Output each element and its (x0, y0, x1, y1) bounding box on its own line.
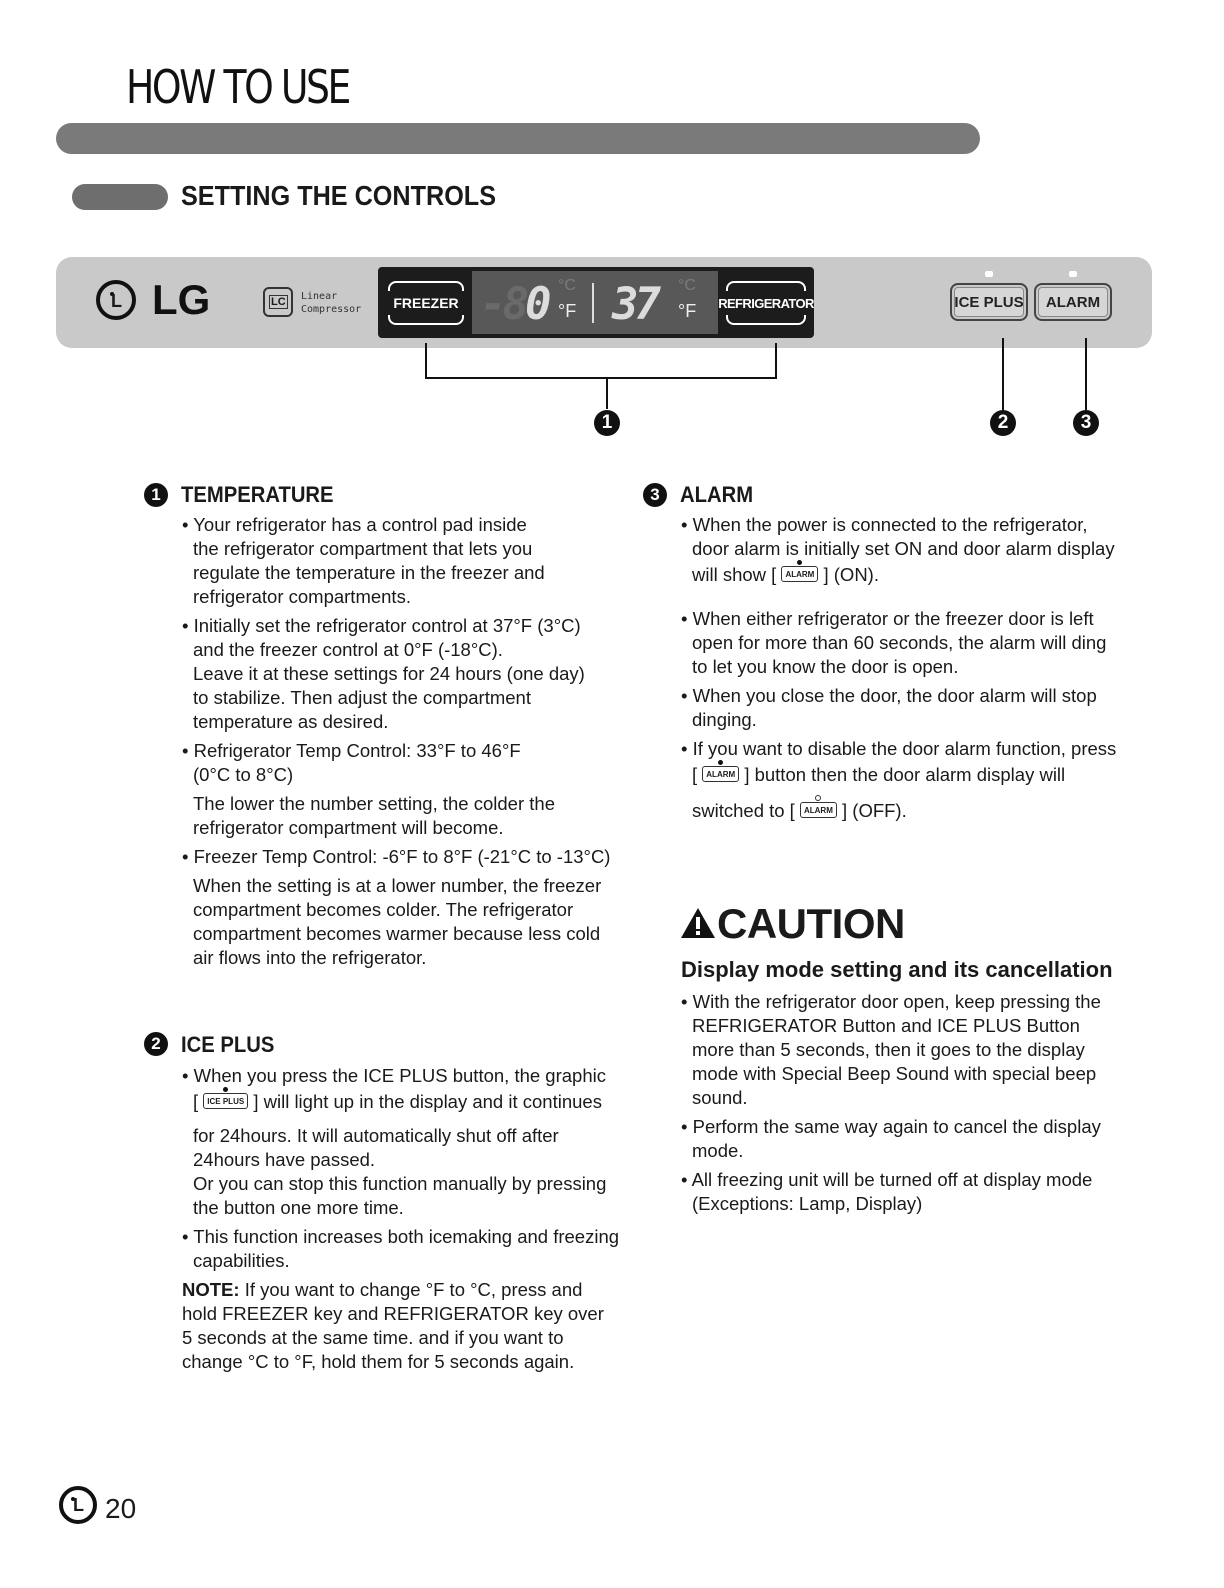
ice-plus-indicator (985, 271, 993, 277)
note-label: NOTE: (182, 1279, 240, 1300)
caution-text: • With the refrigerator door open, keep pressing the REFRIGERATOR Button and ICE PLUS Button more than 5 seconds, then it goes to the display mode with Special Beep Sound with special beep sound. • Perform the same way again to cancel the display mode. • All freezing unit will be turned off at display mode (Exceptions: Lamp, Display) (681, 991, 1101, 1214)
linear-compressor-label: Linear Compressor (301, 291, 362, 315)
temperature-display (378, 267, 814, 338)
caution-subtitle: Display mode setting and its cancellation (681, 957, 1113, 982)
freezer-unit: °F (558, 301, 577, 321)
alarm-indicator (1069, 271, 1077, 277)
alarm-heading: ALARM (680, 482, 754, 507)
callout-line (425, 343, 427, 379)
callout-3: 3 (1073, 410, 1099, 436)
lcd-screen: -80 °C °F 37 °C °F (472, 271, 718, 334)
refrigerator-unit: °F (678, 301, 697, 321)
callout-line (425, 377, 777, 379)
freezer-temp-readout: -80 (480, 279, 548, 330)
callout-2: 2 (990, 410, 1016, 436)
alarm-off-icon: ALARM (800, 802, 837, 818)
callout-line (606, 377, 608, 409)
ice-plus-icon: ICE PLUS (203, 1093, 248, 1109)
refrigerator-temp-readout: 37 (612, 279, 657, 330)
section-number-2: 2 (144, 1032, 168, 1056)
alarm-text: • When the power is connected to the refrigerator, door alarm is initially set ON and door alarm display will show [ ALARM ] (ON). • When either refrigerator or the freezer door is left open for more than 60 seconds, the alarm will ding to let you know the door is open. • When you close the door, the door alarm will stop dinging. • If you want to disable the door alarm function, press [ ALARM ] button then the door alarm display will switched to [ ALARM ] (OFF). (681, 514, 1117, 821)
temperature-heading: TEMPERATURE (181, 482, 334, 507)
lg-brand-text: LG (152, 276, 211, 323)
section-number-1: 1 (144, 483, 168, 507)
alarm-on-icon: ALARM (781, 566, 818, 582)
callout-line (775, 343, 777, 379)
ice-plus-heading: ICE PLUS (181, 1032, 275, 1057)
page-number: 20 (105, 1493, 137, 1524)
callout-line (1002, 338, 1004, 410)
freezer-button[interactable]: FREEZER (384, 281, 468, 325)
ice-plus-button[interactable]: ICE PLUS (950, 283, 1028, 321)
section-number-3: 3 (643, 483, 667, 507)
ice-plus-text: • When you press the ICE PLUS button, the graphic [ ICE PLUS ] will light up in the display and it continues for 24hours. It will automatically shut off after 24hours have passed. Or you can stop this function manually by pressing the button one more time. • This function increases both icemaking and freezing capabilities. NOTE: If you want to change °F to °C, press and hold FREEZER key and REFRIGERATOR key over 5 seconds at the same time. and if you want to change °C to °F, hold them for 5 seconds again. (182, 1065, 620, 1372)
alarm-button[interactable]: ALARM (1034, 283, 1112, 321)
lcd-divider (592, 283, 594, 323)
page-title: HOW TO USE (126, 60, 349, 114)
refrigerator-button[interactable]: REFRIGERATOR (722, 281, 810, 325)
warning-triangle-icon (680, 907, 716, 939)
lg-logo-icon: L (59, 1486, 97, 1524)
linear-compressor-icon: LC (263, 287, 293, 317)
temperature-text: • Your refrigerator has a control pad inside the refrigerator compartment that lets you regulate the temperature in the freezer and refrigerator compartments. • Initially set the refrigerator control at 37°F (3°C) and the freezer control at 0°F (-18°C). Leave it at these settings for 24 hours (one day) to stabilize. Then adjust the compartment temperature as desired. • Refrigerator Temp Control: 33°F to 46°F (0°C to 8°C) The lower the number setting, the colder the refrigerator compartment will become. • Freezer Temp Control: -6°F to 8°F (-21°C to -13°C) When the setting is at a lower number, the freezer compartment becomes colder. The refrigerator compartment becomes warmer because less cold air flows into the refrigerator. (182, 514, 611, 968)
title-bar (56, 123, 980, 154)
alarm-on-icon: ALARM (702, 766, 739, 782)
callout-line (1085, 338, 1087, 410)
lg-logo-icon: L (96, 280, 136, 320)
callout-1: 1 (594, 410, 620, 436)
caution-title: CAUTION (680, 900, 905, 948)
section-title: SETTING THE CONTROLS (181, 180, 496, 211)
section-pill (72, 184, 168, 210)
